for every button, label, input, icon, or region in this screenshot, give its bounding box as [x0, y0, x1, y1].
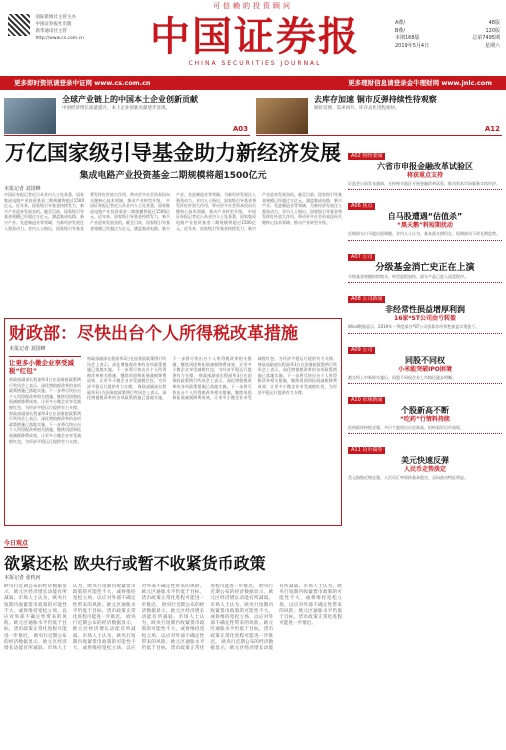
tax-body-text: 财政部副部长程丽华3日在国务院政策例行吹风会上表示，深化增值税改革的各项政策措施已落地实施。下一步将尽快出台个人所得税改革相关措施，继续巩固和拓展减税降费成效，让更多小微企业享受减税红包，为经济平稳运行提供有力支撑。 [172, 356, 337, 401]
right-headline[interactable]: 分级基金消亡史正在上演 [375, 262, 475, 273]
tax-byline: 本报记者 刘国峰 [9, 346, 46, 352]
newspaper-title: 中国证券报 [150, 13, 360, 60]
comment-body-text: 欧央行近期公布的经济数据显示，欧元区经济增长动能有所减弱。市场人士认为，欧央行短期内收紧货币政策的可能性不大，或将维持宽松立场，以应对外部不确定性带来的风险。欧元区通胀水平仍低于目标，货币政策正常化进程可能进一步推迟。 [4, 584, 136, 652]
right-headline[interactable]: 非经常性损益增厚利润 [385, 305, 465, 315]
right-body: Wind数据显示，2019年一季度部分*ST公司依靠非经常性损益实现扭亏。 [348, 324, 480, 330]
teaser-page: A03 [232, 125, 248, 133]
section-tag: A08 公司新闻 [348, 296, 385, 303]
top-info-bar [0, 76, 506, 90]
section-tag: A02 财经要闻 [348, 153, 385, 160]
right-body: 证监会日前发布通知，支持相关地区开展金融改革试验，推动资本市场服务实体经济。 [348, 181, 500, 186]
tax-box-title: 让更多小微企业享受减税“红包” [9, 356, 81, 375]
jnlc-link[interactable]: 更多理财信息请登录金牛理财网 www.jnlc.com [348, 79, 492, 87]
right-headline[interactable]: 个股新高不断 [401, 406, 449, 416]
tax-body-text: 财政部副部长程丽华3日在国务院政策例行吹风会上表示，深化增值税改革的各项政策措施已落地实施。下一步将尽快出台个人所得税改革相关措施，继续巩固和拓展减税降费成效，让更多小微企业享受减税红包，为经济平稳运行提供有力支撑。 [257, 361, 337, 395]
right-subhead: 将获重点支持 [406, 172, 443, 179]
comment-body-text: 欧央行近期公布的经济数据显示，欧元区经济增长动能有所减弱。市场人士认为，欧央行短期内收紧货币政策的可能性不大，或将维持宽松立场，以应对外部不确定性带来的风险。欧元区通胀水平仍低于目标，货币政策正常化进程可能进一步推迟。 [141, 584, 258, 652]
right-body: 港交所上市新规实施后，同股不同权企业上市路径逐步明晰。 [348, 374, 456, 380]
teaser-item[interactable] [256, 92, 502, 136]
right-body: 分级基金规模持续缩水，转型进程加快，部分产品已进入清盘程序。 [348, 273, 468, 279]
lead-subhead: 集成电路产业投资基金二期规模将超1500亿元 [79, 171, 267, 181]
slogan: 可信赖的投资顾问 [213, 2, 293, 10]
comment-byline: 本报记者 张枕河 [4, 575, 41, 581]
tax-body [87, 356, 337, 521]
masthead-info-line: 新华通讯社主管 [35, 29, 67, 34]
lead-story [4, 140, 342, 310]
issue-key: 本期168版 [395, 35, 420, 41]
teaser-page: A12 [484, 125, 500, 133]
right-subhead: “吃药”行情料持续 [400, 416, 450, 424]
tax-headline[interactable]: 财政部：尽快出台个人所得税改革措施 [9, 324, 298, 344]
right-news-item[interactable] [348, 334, 502, 384]
tax-body-text: 财政部副部长程丽华3日在国务院政策例行吹风会上表示，深化增值税改革的各项政策措施已落地实施。下一步将尽快出台个人所得税改革相关措施，继续巩固和拓展减税降费成效，让更多小微企业享受减税红包，为经济平稳运行提供有力支撑。 [9, 410, 81, 444]
lead-body-text: 中国证券报记者近日从业内人士处获悉，国家集成电路产业投资基金二期规模将超过1500亿元。近年来，国家级引导基金持续发力，新兴产业迎来发展良机。截至目前，国家级引导基金规模已经超过万亿元，涵盖集成电路、新兴产业、先进制造业等领域，为新经济发展注入强劲动力。业内人士指出，国家级引导基金将发挥杠杆放大作用，带动更多社会资本投向关键核心技术领域，推动产业转型升级。 [4, 192, 170, 231]
qr-code-icon [8, 14, 30, 36]
right-headline[interactable]: 同股不同权 [405, 355, 445, 365]
tax-side-body [9, 377, 81, 517]
right-subhead: 16家*ST公司由亏转盈 [394, 315, 456, 323]
right-headline[interactable]: 美元快速反弹 [401, 456, 449, 466]
right-news-item[interactable] [348, 190, 502, 240]
tax-body-text: 财政部副部长程丽华3日在国务院政策例行吹风会上表示，深化增值税改革的各项政策措施已落地实施。下一步将尽快出台个人所得税改革相关措施，继续巩固和拓展减税降费成效，让更多小微企业享受减税红包，为经济平稳运行提供有力支撑。 [9, 377, 81, 410]
right-subhead: 小米能突破IPO困境 [398, 365, 452, 373]
teaser-body: 铜价反弹，需求回升，库存去化进程加快。 [314, 106, 400, 111]
lead-body-text: 中国证券报记者近日从业内人士处获悉，国家集成电路产业投资基金二期规模将超过1500亿元。近年来，国家级引导基金持续发力，新兴产业迎来发展良机。截至目前，国家级引导基金规模已经超过万亿元，涵盖集成电路、新兴产业、先进制造业等领域，为新经济发展注入强劲动力。业内人士指出，国家级引导基金将发挥杠杆放大作用，带动更多社会资本投向关键核心技术领域，推动产业转型升级。 [90, 192, 256, 231]
newspaper-subtitle: CHINA SECURITIES JOURNAL [188, 60, 322, 67]
teaser-body: 中国经济增长质量提升，本土企业创新贡献逐步显现。 [62, 106, 170, 111]
lead-body-text: 中国证券报记者近日从业内人士处获悉，国家集成电路产业投资基金二期规模将超过1500亿元。近年来，国家级引导基金持续发力，新兴产业迎来发展良机。截至目前，国家级引导基金规模已经超过万亿元，涵盖集成电路、新兴产业、先进制造业等领域，为新经济发展注入强劲动力。业内人士指出，国家级引导基金将发挥杠杆放大作用，带动更多社会资本投向关键核心技术领域，推动产业转型升级。 [176, 192, 342, 231]
right-subhead: 人民币走势淡定 [403, 466, 446, 474]
right-headline[interactable]: 自马股遭遇“估值杀” [387, 212, 463, 222]
lead-body [4, 192, 342, 310]
issue-val: 星期六 [484, 42, 500, 49]
right-body: 美元指数近期走强，人民币汇率保持基本稳定，双向波动特征明显。 [348, 475, 468, 481]
issue-info [395, 20, 500, 50]
right-headline[interactable]: 六省市申报金融改革试验区 [377, 162, 473, 171]
right-subhead: “黑天鹅”料短期扰动 [397, 222, 453, 230]
comment-headline[interactable]: 欲紧还松 欧央行或暂不收紧货币政策 [4, 554, 266, 573]
right-news-item[interactable] [348, 241, 502, 283]
comment-label: 今日观点 [4, 540, 29, 547]
comment-body-text: 欧央行近期公布的经济数据显示，欧元区经济增长动能有所减弱。市场人士认为，欧央行短期内收紧货币政策的可能性不大，或将维持宽松立场，以应对外部不确定性带来的风险。欧元区通胀水平仍低于目标，货币政策正常化进程可能进一步推迟。 [72, 584, 205, 652]
issue-val: 总第7495期 [472, 35, 500, 41]
right-news-item[interactable] [348, 434, 502, 483]
masthead [0, 12, 506, 76]
section-tag: A06 焦点 [348, 203, 375, 210]
tax-body-wrap [9, 356, 337, 521]
right-news-column [348, 140, 502, 746]
section-tag: A09 公司 [348, 347, 375, 354]
tax-story [4, 318, 342, 526]
comment-body-text: 欧央行近期公布的经济数据显示，欧元区经济增长动能有所减弱。市场人士认为，欧央行短期内收紧货币政策的可能性不大，或将维持宽松立场，以应对外部不确定性带来的风险。欧元区通胀水平仍低于目标，货币政策正常化进程可能进一步推迟。 [210, 584, 274, 645]
right-news-item[interactable] [348, 140, 502, 190]
comment-body [4, 584, 342, 750]
right-body: 医药板块持续走强，多只个股创出历史新高，机构看好后市表现。 [348, 425, 464, 431]
issue-val: 48版 [488, 20, 500, 26]
teaser-title[interactable]: 去库存加速 铜市反弹持续性待观察 [314, 95, 437, 104]
teaser-row [4, 92, 502, 136]
tax-body-text: 财政部副部长程丽华3日在国务院政策例行吹风会上表示，深化增值税改革的各项政策措施已落地实施。下一步将尽快出台个人所得税改革相关措施，继续巩固和拓展减税降费成效，让更多小微企业享受减税红包，为经济平稳运行提供有力支撑。 [87, 356, 252, 401]
tax-side-col [9, 356, 81, 521]
right-body: 近期部分白马股出现调整，业内人士认为，基本面支撑仍在，短期波动不改长期趋势。 [348, 231, 500, 237]
lead-headline[interactable]: 万亿国家级引导基金助力新经济发展 [5, 140, 341, 165]
issue-key: B叠/ [395, 27, 406, 34]
masthead-info-line: 中国证券报社出版 [35, 22, 72, 27]
right-news-item[interactable] [348, 384, 502, 434]
teaser-photo [4, 98, 56, 134]
cs-link[interactable]: 更多即时资讯请登录中证网 www.cs.com.cn [14, 79, 151, 87]
tax-body-text: 财政部副部长程丽华3日在国务院政策例行吹风会上表示，深化增值税改革的各项政策措施已落地实施。下一步将尽快出台个人所得税改革相关措施，继续巩固和拓展减税降费成效，让更多小微企业享受减税红包，为经济平稳运行提供有力支撑。 [87, 356, 167, 389]
issue-key: 2019年5月4日 [395, 42, 430, 49]
issue-val: 120版 [485, 27, 500, 34]
section-tag: A10 市场新闻 [348, 397, 385, 404]
lead-byline: 本报记者 刘国峰 [4, 186, 41, 192]
masthead-info-line: 国际新闻社主管主办 [35, 15, 76, 20]
teaser-item[interactable] [4, 92, 250, 136]
section-tag: A11 货币债券 [348, 447, 385, 454]
comment-body-text: 欧央行近期公布的经济数据显示，欧元区经济增长动能有所减弱。市场人士认为，欧央行短期内收紧货币政策的可能性不大，或将维持宽松立场，以应对外部不确定性带来的风险。欧元区通胀水平仍低于目标，货币政策正常化进程可能进一步推迟。 [210, 584, 342, 652]
section-tag: A07 公司 [348, 254, 375, 261]
masthead-left-info [8, 14, 108, 42]
comment-body-text: 欧央行近期公布的经济数据显示，欧元区经济增长动能有所减弱。市场人士认为，欧央行短期内收紧货币政策的可能性不大，或将维持宽松立场，以应对外部不确定性带来的风险。欧元区通胀水平仍低于目标，货币政策正常化进程可能进一步推迟。 [4, 584, 67, 639]
masthead-url[interactable]: http://www.cs.com.cn [35, 36, 84, 41]
teaser-photo [256, 98, 308, 134]
right-news-item[interactable] [348, 283, 502, 333]
issue-key: A叠/ [395, 20, 406, 26]
teaser-title[interactable]: 全球产业链上的中国本土企业创新贡献 [62, 95, 198, 104]
comment-story [4, 530, 342, 746]
